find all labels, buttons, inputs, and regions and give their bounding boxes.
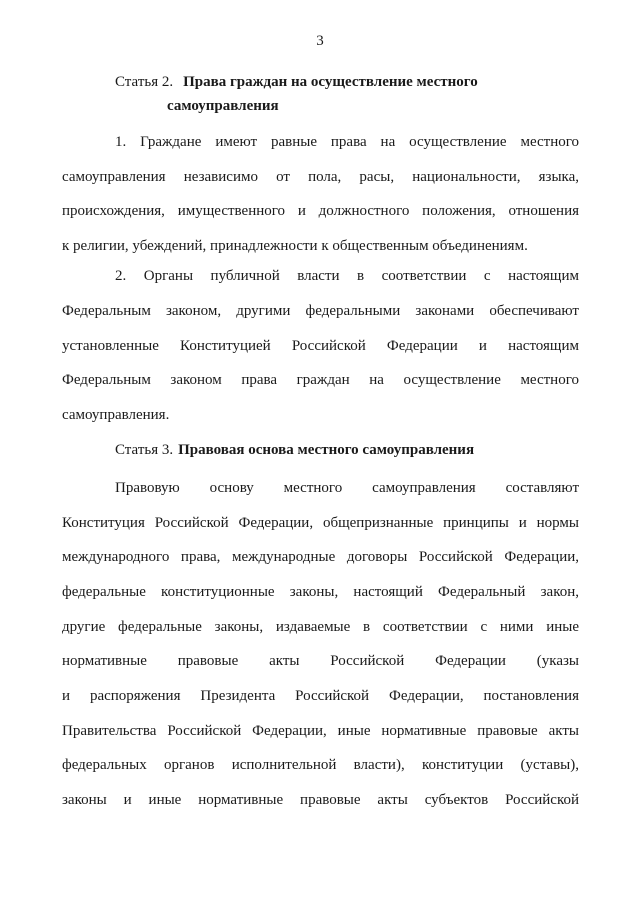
text-line: другие федеральные законы, издаваемые в соответствии с ними иные [62,619,579,635]
text-line: международного права, международные договоры Российской Федерации, [62,549,579,565]
article-3-heading [115,439,474,461]
text-line: Федеральным законом права граждан на осуществление местного [62,372,579,388]
text-line: законы и иные нормативные правовые акты субъектов Российской [62,792,579,808]
text-line: 2. Органы публичной власти в соответствии с настоящим [115,268,579,284]
text-line: самоуправления. [62,407,170,423]
article-3-label: Статья 3. [115,442,174,458]
text-line: установленные Конституцией Российской Федерации и настоящим [62,338,579,354]
article-2-label: Статья 2. [115,74,174,90]
text-line: самоуправления независимо от пола, расы, национальности, языка, [62,169,579,185]
text-line: федеральных органов исполнительной власти), конституции (уставы), [62,757,579,773]
text-line: Федеральным законом, другими федеральными законами обеспечивают [62,303,579,319]
text-line: к религии, убеждений, принадлежности к общественным объединениям. [62,238,528,254]
page-number: 3 [316,33,324,49]
article-3-title: Правовая основа местного самоуправления [178,442,475,458]
article-2-heading-line-2: самоуправления [167,98,279,114]
article-2-heading-line-1 [115,71,478,93]
text-line: происхождения, имущественного и должностного положения, отношения [62,203,579,219]
text-line: Правительства Российской Федерации, иные нормативные правовые акты [62,723,579,739]
article-2-title-line-1: Права граждан на осуществление местного [183,74,478,90]
text-line: Конституция Российской Федерации, общепризнанные принципы и нормы [62,515,579,531]
text-line: 1. Граждане имеют равные права на осуществление местного [115,134,579,150]
text-line: федеральные конституционные законы, настоящий Федеральный закон, [62,584,579,600]
text-line: и распоряжения Президента Российской Федерации, постановления [62,688,579,704]
text-line: нормативные правовые акты Российской Федерации (указы [62,653,579,669]
text-line: Правовую основу местного самоуправления составляют [115,480,579,496]
